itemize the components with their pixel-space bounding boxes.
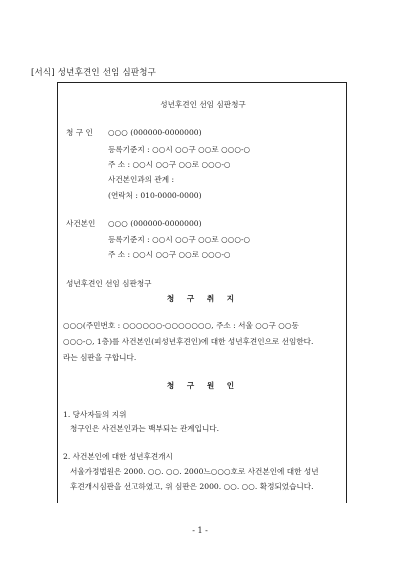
petitioner-contact: (연락처 : 010-0000-0000) (108, 191, 202, 200)
principal-registry: 등록기준지 : ○○시 ○○구 ○○로 ○○○-○ (108, 235, 251, 244)
principal-address: 주 소 : ○○시 ○○구 ○○로 ○○○-○ (108, 250, 231, 259)
petitioner-label: 청 구 인 (66, 128, 93, 137)
section-1-body: 청구인은 사건본인과는 백부되는 관계입니다. (70, 424, 220, 433)
purpose-line: ○○○(주민번호 : ○○○○○○-○○○○○○○, 주소 : 서울 ○○구 ○○동 (63, 321, 299, 330)
purpose-heading: 청 구 취 지 (166, 294, 240, 303)
section-2-title: 2. 사건본인에 대한 성년후견개시 (63, 452, 173, 461)
purpose-line: 라는 심판을 구합니다. (63, 353, 137, 362)
document-frame (57, 82, 347, 503)
petitioner-registry: 등록기준지 : ○○시 ○○구 ○○로 ○○○-○ (108, 145, 251, 154)
petitioner-name: ○○○ (000000-0000000) (108, 128, 202, 137)
subject-line: 성년후견인 선임 심판청구 (66, 279, 152, 288)
page-number: - 1 - (192, 526, 208, 535)
form-label: [서식] 성년후견인 선임 심판청구 (31, 68, 157, 78)
purpose-line: ○○○-○, 1층)를 사건본인(피성년후견인)에 대한 성년후견인으로 선임한다. (63, 337, 314, 346)
petitioner-relation: 사건본인과의 관계 : (108, 175, 175, 184)
document-title: 성년후견인 선임 심판청구 (160, 100, 246, 109)
principal-label: 사건본인 (66, 219, 96, 228)
section-1-title: 1. 당사자들의 지위 (63, 410, 127, 419)
petitioner-address: 주 소 : ○○시 ○○구 ○○로 ○○○-○ (108, 160, 231, 169)
section-2-line: 후견개시심판을 선고하였고, 위 심판은 2000. ○○. ○○. 확정되었습니다. (70, 482, 314, 491)
principal-name: ○○○ (000000-0000000) (108, 219, 202, 228)
cause-heading: 청 구 원 인 (166, 381, 240, 390)
section-2-line: 서울가정법원은 2000. ○○. ○○. 2000느○○○호로 사건본인에 대한 성년 (70, 467, 319, 476)
